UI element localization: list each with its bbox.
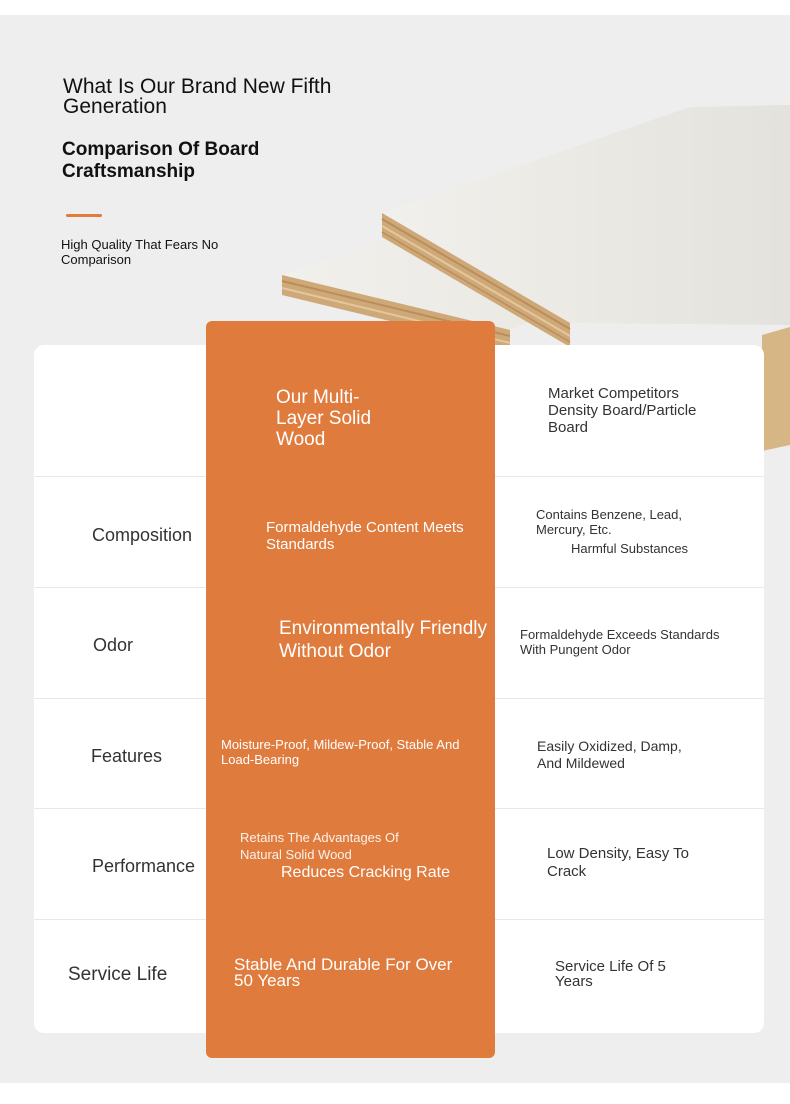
row-label-odor: Odor: [93, 635, 134, 655]
ours-performance: Retains The Advantages Of Natural Solid Wood: [240, 830, 399, 862]
accent-divider: [66, 214, 102, 217]
ours-features: Moisture-Proof, Mildew-Proof, Stable And Load-Bearing: [221, 737, 460, 767]
page-subtitle: Comparison Of Board Craftsmanship: [62, 139, 260, 182]
ours-composition: Formaldehyde Content Meets Standards: [266, 519, 464, 553]
competitor-odor: Formaldehyde Exceeds Standards With Pungent Odor: [520, 627, 720, 657]
row-label-composition: Composition: [92, 525, 193, 545]
column-header-competitor: Market Competitors Density Board/Particle Board: [548, 385, 697, 436]
ours-service-life: Stable And Durable For Over 50 Years: [234, 955, 453, 990]
ours-odor: Environmentally Friendly Without Odor: [279, 618, 488, 662]
competitor-performance: Low Density, Easy To Crack: [547, 845, 690, 880]
competitor-composition: Contains Benzene, Lead, Mercury, Etc.: [536, 507, 682, 537]
row-label-service-life: Service Life: [68, 964, 168, 985]
tagline: High Quality That Fears No Comparison: [61, 237, 219, 267]
row-label-performance: Performance: [92, 856, 196, 876]
ours-performance-extra: Reduces Cracking Rate: [281, 864, 450, 881]
competitor-features: Easily Oxidized, Damp, And Mildewed: [537, 738, 682, 771]
competitor-composition-extra: Harmful Substances: [571, 541, 689, 556]
competitor-service-life: Service Life Of 5 Years: [555, 958, 666, 990]
row-label-features: Features: [91, 746, 163, 766]
page-title: What Is Our Brand New Fifth Generation: [63, 75, 332, 118]
column-header-ours: Our Multi-Layer Solid Wood: [276, 387, 372, 450]
